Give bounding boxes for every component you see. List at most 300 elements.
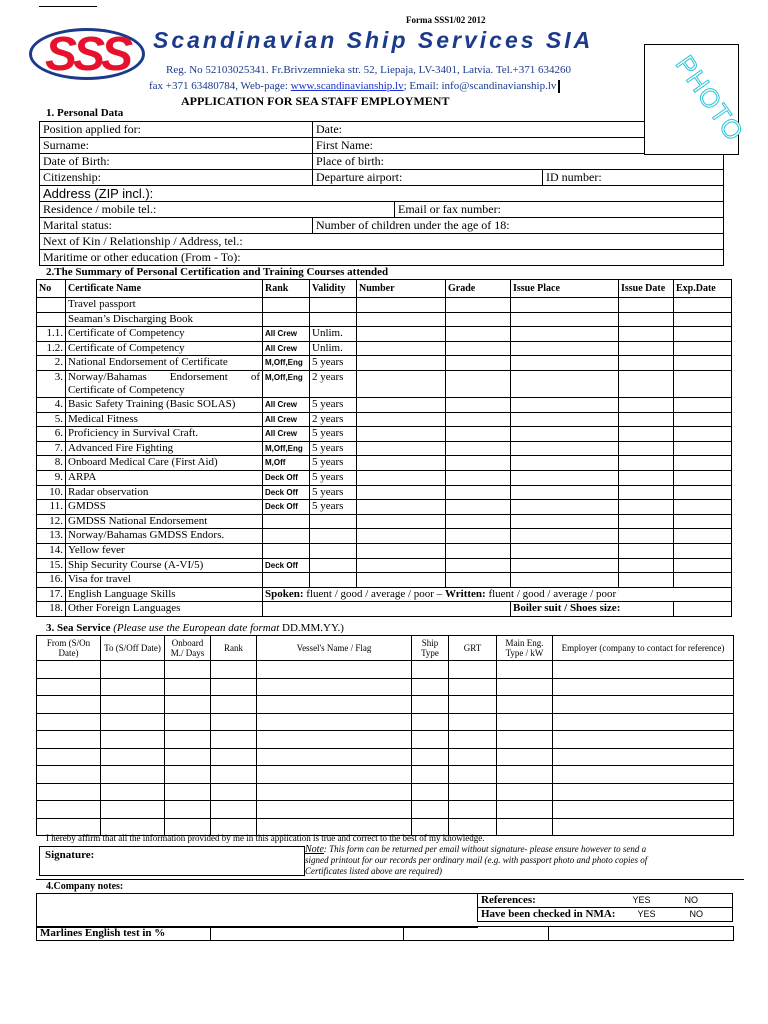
cert-no: 18.: [37, 602, 66, 617]
cert-row: [37, 298, 732, 313]
cert-issue-place-cell[interactable]: [511, 441, 619, 456]
cert-name: Advanced Fire Fighting: [66, 441, 263, 456]
cert-number-cell[interactable]: [357, 427, 446, 442]
cert-rank: [263, 312, 310, 327]
sea-service-cell[interactable]: [37, 678, 101, 696]
cert-issue-place-cell[interactable]: [511, 529, 619, 544]
cert-grade-cell[interactable]: [446, 298, 511, 313]
cert-number-cell[interactable]: [357, 356, 446, 371]
cert-number-cell[interactable]: [357, 470, 446, 485]
cert-issue-place-cell[interactable]: [511, 543, 619, 558]
sea-service-cell[interactable]: [165, 731, 211, 749]
sea-service-cell[interactable]: [101, 801, 165, 819]
cert-issue-date-cell[interactable]: [619, 427, 674, 442]
boiler-suit-value[interactable]: [674, 602, 732, 617]
sea-header-0: From (S/On Date): [37, 636, 101, 661]
note-line-1: : This form can be returned per email without signature- please ensure however to send a: [323, 844, 647, 854]
cert-no: 1.1.: [37, 327, 66, 342]
sea-service-cell[interactable]: [37, 661, 101, 679]
cert-no: 10.: [37, 485, 66, 500]
cert-number-cell[interactable]: [357, 514, 446, 529]
note-label: Note: [305, 844, 324, 855]
sea-service-cell[interactable]: [165, 783, 211, 801]
cert-no: 2.: [37, 356, 66, 371]
cert-issue-place-cell[interactable]: [511, 470, 619, 485]
cert-issue-date-cell[interactable]: [619, 370, 674, 397]
cert-exp-date-cell[interactable]: [674, 397, 732, 412]
signature-box[interactable]: [39, 846, 305, 876]
sea-service-cell[interactable]: [101, 696, 165, 714]
field-children[interactable]: Number of children under the age of 18:: [313, 218, 724, 234]
field-address[interactable]: Address (ZIP incl.):: [40, 186, 724, 202]
cert-issue-date-cell[interactable]: [619, 412, 674, 427]
cert-no: 16.: [37, 573, 66, 588]
company-contacts: [149, 80, 560, 93]
cert-issue-date-cell[interactable]: [619, 500, 674, 515]
sea-service-row: [37, 731, 734, 749]
sea-service-cell[interactable]: [211, 731, 257, 749]
cert-issue-date-cell[interactable]: [619, 312, 674, 327]
other-languages-cell[interactable]: [263, 602, 511, 617]
marlines-cell-1[interactable]: [211, 927, 404, 941]
cert-rank: Deck Off: [263, 558, 310, 573]
cert-exp-date-cell[interactable]: [674, 543, 732, 558]
sea-service-cell[interactable]: [449, 783, 497, 801]
cert-issue-place-cell[interactable]: [511, 356, 619, 371]
cert-issue-date-cell[interactable]: [619, 298, 674, 313]
cert-exp-date-cell[interactable]: [674, 312, 732, 327]
language-skills-cell[interactable]: [263, 587, 732, 602]
cert-number-cell[interactable]: [357, 370, 446, 397]
cert-validity: [310, 312, 357, 327]
cert-exp-date-cell[interactable]: [674, 514, 732, 529]
cert-issue-date-cell[interactable]: [619, 327, 674, 342]
cert-issue-place-cell[interactable]: [511, 327, 619, 342]
sea-service-cell[interactable]: [211, 801, 257, 819]
cert-number-cell[interactable]: [357, 529, 446, 544]
company-address: Reg. No 52103025341. Fr.Brivzemnieka str. 52, Liepaja, LV-3401, Latvia. Tel.+371 634260: [166, 64, 571, 76]
cert-grade-cell[interactable]: [446, 558, 511, 573]
sea-service-cell[interactable]: [257, 713, 412, 731]
cert-issue-place-cell[interactable]: [511, 397, 619, 412]
sea-service-cell[interactable]: [37, 713, 101, 731]
cert-validity: [310, 514, 357, 529]
note-block: [305, 844, 647, 877]
cert-validity: [310, 529, 357, 544]
cert-issue-date-cell[interactable]: [619, 558, 674, 573]
references-label: References:: [481, 894, 536, 906]
cert-rank: All Crew: [263, 327, 310, 342]
cert-grade-cell[interactable]: [446, 412, 511, 427]
references-yes[interactable]: YES: [632, 895, 651, 905]
cert-number-cell[interactable]: [357, 573, 446, 588]
marlines-cell-3[interactable]: [549, 927, 734, 941]
sea-service-cell[interactable]: [553, 748, 734, 766]
cert-exp-date-cell[interactable]: [674, 441, 732, 456]
cert-issue-date-cell[interactable]: [619, 470, 674, 485]
cert-exp-date-cell[interactable]: [674, 485, 732, 500]
cert-name: Certificate of Competency: [66, 327, 263, 342]
cert-number-cell[interactable]: [357, 441, 446, 456]
sea-service-cell[interactable]: [412, 748, 449, 766]
cert-rank: M,Off,Eng: [263, 370, 310, 397]
cert-name: Radar observation: [66, 485, 263, 500]
sea-service-cell[interactable]: [165, 713, 211, 731]
cert-issue-date-cell[interactable]: [619, 514, 674, 529]
sea-service-cell[interactable]: [165, 748, 211, 766]
sea-service-cell[interactable]: [37, 766, 101, 784]
sea-service-cell[interactable]: [497, 713, 553, 731]
cert-exp-date-cell[interactable]: [674, 341, 732, 356]
cert-grade-cell[interactable]: [446, 370, 511, 397]
cert-validity: 5 years: [310, 397, 357, 412]
sea-service-cell[interactable]: [165, 678, 211, 696]
cert-exp-date-cell[interactable]: [674, 573, 732, 588]
sea-service-cell[interactable]: [165, 766, 211, 784]
sea-service-cell[interactable]: [211, 748, 257, 766]
cert-exp-date-cell[interactable]: [674, 298, 732, 313]
cert-no: [37, 298, 66, 313]
sea-service-cell[interactable]: [553, 696, 734, 714]
sea-service-cell[interactable]: [412, 696, 449, 714]
sea-service-cell[interactable]: [412, 766, 449, 784]
cert-grade-cell[interactable]: [446, 427, 511, 442]
sea-service-cell[interactable]: [553, 731, 734, 749]
sea-service-cell[interactable]: [412, 678, 449, 696]
sea-header-1: To (S/Off Date): [101, 636, 165, 661]
cert-grade-cell[interactable]: [446, 327, 511, 342]
section1-heading: 1. Personal Data: [46, 107, 124, 119]
sea-service-cell[interactable]: [412, 801, 449, 819]
cert-exp-date-cell[interactable]: [674, 456, 732, 471]
cert-row: [37, 341, 732, 356]
cert-number-cell[interactable]: [357, 341, 446, 356]
cert-exp-date-cell[interactable]: [674, 412, 732, 427]
cert-header-5: Grade: [446, 280, 511, 298]
sea-header-8: Employer (company to contact for reference): [553, 636, 734, 661]
cert-number-cell[interactable]: [357, 500, 446, 515]
cert-grade-cell[interactable]: [446, 312, 511, 327]
field-education[interactable]: Maritime or other education (From - To):: [40, 250, 724, 266]
cert-number-cell[interactable]: [357, 543, 446, 558]
field-first-name-label: First Name:: [316, 138, 373, 152]
cert-exp-date-cell[interactable]: [674, 327, 732, 342]
sea-service-cell[interactable]: [497, 766, 553, 784]
cert-issue-date-cell[interactable]: [619, 397, 674, 412]
sea-service-cell[interactable]: [412, 713, 449, 731]
cert-header-1: Certificate Name: [66, 280, 263, 298]
sea-service-cell[interactable]: [553, 713, 734, 731]
sea-service-cell[interactable]: [257, 696, 412, 714]
email-text: ; Email: info@scandinavianship.lv: [403, 80, 557, 93]
sea-service-cell[interactable]: [412, 783, 449, 801]
spoken-label: Spoken:: [265, 587, 304, 600]
sea-service-cell[interactable]: [497, 783, 553, 801]
cert-rank: Deck Off: [263, 485, 310, 500]
cert-name: Visa for travel: [66, 573, 263, 588]
nma-no[interactable]: NO: [689, 909, 703, 919]
cert-grade-cell[interactable]: [446, 341, 511, 356]
field-next-of-kin[interactable]: Next of Kin / Relationship / Address, tel.:: [40, 234, 724, 250]
cert-name: Basic Safety Training (Basic SOLAS): [66, 397, 263, 412]
website-link[interactable]: www.scandinavianship.lv: [290, 80, 404, 93]
certification-table: [36, 279, 732, 617]
sea-service-cell[interactable]: [412, 661, 449, 679]
cert-rank: [263, 529, 310, 544]
cert-grade-cell[interactable]: [446, 356, 511, 371]
cert-number-cell[interactable]: [357, 298, 446, 313]
cert-grade-cell[interactable]: [446, 529, 511, 544]
sea-service-cell[interactable]: [449, 731, 497, 749]
field-citizenship[interactable]: Citizenship:: [40, 170, 313, 186]
cert-name: National Endorsement of Certificate: [66, 356, 263, 371]
cert-issue-place-cell[interactable]: [511, 370, 619, 397]
affirmation-text: I hereby affirm that all the information provided by me in this application is true and correct to the best of my knowledge.: [46, 833, 485, 843]
cert-validity: 5 years: [310, 485, 357, 500]
cert-header-3: Validity: [310, 280, 357, 298]
cert-no: [37, 312, 66, 327]
field-email-fax[interactable]: Email or fax number:: [395, 202, 724, 218]
cert-row: [37, 573, 732, 588]
sea-service-row: [37, 748, 734, 766]
sea-service-row: [37, 801, 734, 819]
sea-service-cell[interactable]: [497, 678, 553, 696]
cert-header-4: Number: [357, 280, 446, 298]
cert-issue-place-cell[interactable]: [511, 456, 619, 471]
cert-issue-place-cell[interactable]: [511, 341, 619, 356]
sea-service-cell[interactable]: [101, 766, 165, 784]
sea-service-cell[interactable]: [257, 766, 412, 784]
field-departure-airport[interactable]: Departure airport:: [313, 170, 543, 186]
cert-no: 9.: [37, 470, 66, 485]
sea-service-cell[interactable]: [497, 801, 553, 819]
sea-service-cell[interactable]: [211, 696, 257, 714]
sea-service-cell[interactable]: [37, 748, 101, 766]
sea-service-cell[interactable]: [257, 661, 412, 679]
top-rule: [39, 6, 97, 7]
cert-validity: [310, 573, 357, 588]
sea-service-cell[interactable]: [211, 678, 257, 696]
sea-service-row: [37, 678, 734, 696]
cert-no: 8.: [37, 456, 66, 471]
personal-data-table: [39, 121, 724, 266]
sea-service-cell[interactable]: [211, 766, 257, 784]
cert-grade-cell[interactable]: [446, 543, 511, 558]
cert-exp-date-cell[interactable]: [674, 470, 732, 485]
sea-service-cell[interactable]: [449, 678, 497, 696]
field-id-number[interactable]: ID number:: [543, 170, 724, 186]
sea-service-cell[interactable]: [449, 748, 497, 766]
sea-service-cell[interactable]: [37, 731, 101, 749]
cert-number-cell[interactable]: [357, 485, 446, 500]
cert-validity: 5 years: [310, 441, 357, 456]
cert-name: Other Foreign Languages: [66, 602, 263, 617]
cert-issue-place-cell[interactable]: [511, 500, 619, 515]
cert-exp-date-cell[interactable]: [674, 500, 732, 515]
sea-service-cell[interactable]: [449, 801, 497, 819]
cert-rank: M,Off: [263, 456, 310, 471]
cert-issue-date-cell[interactable]: [619, 356, 674, 371]
sea-service-cell[interactable]: [257, 678, 412, 696]
sea-service-cell[interactable]: [37, 696, 101, 714]
sea-service-cell[interactable]: [449, 696, 497, 714]
sea-service-cell[interactable]: [37, 801, 101, 819]
sea-service-cell[interactable]: [257, 748, 412, 766]
sea-service-cell[interactable]: [101, 731, 165, 749]
cert-issue-place-cell[interactable]: [511, 427, 619, 442]
cert-header-7: Issue Date: [619, 280, 674, 298]
sea-service-cell[interactable]: [101, 713, 165, 731]
sea-service-cell[interactable]: [553, 678, 734, 696]
spoken-options: fluent / good / average / poor –: [303, 587, 445, 600]
cert-row: [37, 558, 732, 573]
cert-number-cell[interactable]: [357, 456, 446, 471]
cert-issue-date-cell[interactable]: [619, 485, 674, 500]
cert-rank: Deck Off: [263, 500, 310, 515]
cert-issue-date-cell[interactable]: [619, 341, 674, 356]
sea-service-cell[interactable]: [553, 766, 734, 784]
nma-yes[interactable]: YES: [637, 909, 656, 919]
sea-service-cell[interactable]: [165, 696, 211, 714]
sea-header-3: Rank: [211, 636, 257, 661]
cert-validity: 5 years: [310, 500, 357, 515]
marlines-cell-2[interactable]: [404, 927, 549, 941]
field-surname[interactable]: Surname:: [40, 138, 313, 154]
sea-service-cell[interactable]: [211, 783, 257, 801]
cert-name: Travel passport: [66, 298, 263, 313]
cert-number-cell[interactable]: [357, 412, 446, 427]
cert-issue-place-cell[interactable]: [511, 485, 619, 500]
sea-service-row: [37, 696, 734, 714]
cert-no: 17.: [37, 587, 66, 602]
sea-service-cell[interactable]: [101, 783, 165, 801]
sea-service-cell[interactable]: [449, 661, 497, 679]
sea-service-cell[interactable]: [257, 801, 412, 819]
nma-row: [478, 908, 733, 922]
field-residence-tel[interactable]: Residence / mobile tel.:: [40, 202, 395, 218]
sea-service-cell[interactable]: [257, 783, 412, 801]
sea-service-cell[interactable]: [553, 661, 734, 679]
cert-rank: M,Off,Eng: [263, 356, 310, 371]
cert-grade-cell[interactable]: [446, 485, 511, 500]
cert-grade-cell[interactable]: [446, 514, 511, 529]
cert-row: [37, 397, 732, 412]
cert-no: 1.2.: [37, 341, 66, 356]
references-row: [478, 894, 733, 908]
sea-service-cell[interactable]: [101, 678, 165, 696]
cert-issue-date-cell[interactable]: [619, 456, 674, 471]
cert-rank: [263, 543, 310, 558]
sea-service-cell[interactable]: [449, 713, 497, 731]
sea-service-cell[interactable]: [257, 731, 412, 749]
sea-service-cell[interactable]: [165, 661, 211, 679]
cert-row: [37, 500, 732, 515]
sea-header-6: GRT: [449, 636, 497, 661]
cert-exp-date-cell[interactable]: [674, 529, 732, 544]
section2-heading: 2.The Summary of Personal Certification and Training Courses attended: [46, 266, 389, 278]
cert-exp-date-cell[interactable]: [674, 427, 732, 442]
sea-service-cell[interactable]: [101, 748, 165, 766]
cert-rank: All Crew: [263, 427, 310, 442]
nma-label: Have been checked in NMA:: [481, 908, 616, 920]
form-code: Forma SSS1/02 2012: [406, 15, 486, 25]
cert-grade-cell[interactable]: [446, 397, 511, 412]
cert-row: [37, 370, 732, 397]
sea-service-cell[interactable]: [497, 731, 553, 749]
sea-service-cell[interactable]: [37, 783, 101, 801]
cert-exp-date-cell[interactable]: [674, 558, 732, 573]
sea-service-cell[interactable]: [497, 748, 553, 766]
cert-header-0: No: [37, 280, 66, 298]
sea-service-cell[interactable]: [211, 661, 257, 679]
cert-exp-date-cell[interactable]: [674, 370, 732, 397]
field-dob[interactable]: Date of Birth:: [40, 154, 313, 170]
sea-service-cell[interactable]: [101, 661, 165, 679]
cert-number-cell[interactable]: [357, 312, 446, 327]
cert-issue-place-cell[interactable]: [511, 298, 619, 313]
cert-issue-place-cell[interactable]: [511, 412, 619, 427]
cert-grade-cell[interactable]: [446, 500, 511, 515]
sea-service-row: [37, 766, 734, 784]
cert-issue-date-cell[interactable]: [619, 529, 674, 544]
cert-rank: [263, 573, 310, 588]
cert-issue-date-cell[interactable]: [619, 543, 674, 558]
company-notes-box[interactable]: [36, 893, 478, 928]
written-options: fluent / good / average / poor: [485, 587, 617, 600]
sea-service-cell[interactable]: [497, 696, 553, 714]
sea-service-cell[interactable]: [497, 661, 553, 679]
sea-header-5: Ship Type: [412, 636, 449, 661]
sea-service-cell[interactable]: [412, 731, 449, 749]
cert-grade-cell[interactable]: [446, 456, 511, 471]
cert-validity: 5 years: [310, 456, 357, 471]
section4-rule: [36, 879, 744, 880]
cert-issue-date-cell[interactable]: [619, 573, 674, 588]
sea-header-7: Main Eng. Type / kW: [497, 636, 553, 661]
field-marital-status[interactable]: Marital status:: [40, 218, 313, 234]
cert-number-cell[interactable]: [357, 327, 446, 342]
cert-validity: Unlim.: [310, 327, 357, 342]
field-place-of-birth[interactable]: [313, 154, 724, 170]
cert-number-cell[interactable]: [357, 397, 446, 412]
text-cursor: [558, 80, 560, 93]
cert-exp-date-cell[interactable]: [674, 356, 732, 371]
cert-issue-place-cell[interactable]: [511, 312, 619, 327]
references-no[interactable]: NO: [684, 895, 698, 905]
sea-service-cell[interactable]: [449, 766, 497, 784]
cert-issue-place-cell[interactable]: [511, 514, 619, 529]
cert-grade-cell[interactable]: [446, 470, 511, 485]
sea-service-cell[interactable]: [553, 801, 734, 819]
cert-issue-place-cell[interactable]: [511, 558, 619, 573]
sea-service-cell[interactable]: [211, 713, 257, 731]
sea-service-cell[interactable]: [497, 818, 553, 836]
sea-service-cell[interactable]: [553, 783, 734, 801]
cert-name: Ship Security Course (A-VI/5): [66, 558, 263, 573]
cert-name: Certificate of Competency: [66, 341, 263, 356]
cert-grade-cell[interactable]: [446, 441, 511, 456]
cert-issue-date-cell[interactable]: [619, 441, 674, 456]
cert-name: [66, 370, 263, 397]
cert-number-cell[interactable]: [357, 558, 446, 573]
field-position[interactable]: Position applied for:: [40, 122, 313, 138]
cert-validity: 2 years: [310, 412, 357, 427]
sea-service-cell[interactable]: [553, 818, 734, 836]
cert-issue-place-cell[interactable]: [511, 573, 619, 588]
cert-grade-cell[interactable]: [446, 573, 511, 588]
cert-no: 14.: [37, 543, 66, 558]
sea-service-cell[interactable]: [165, 801, 211, 819]
